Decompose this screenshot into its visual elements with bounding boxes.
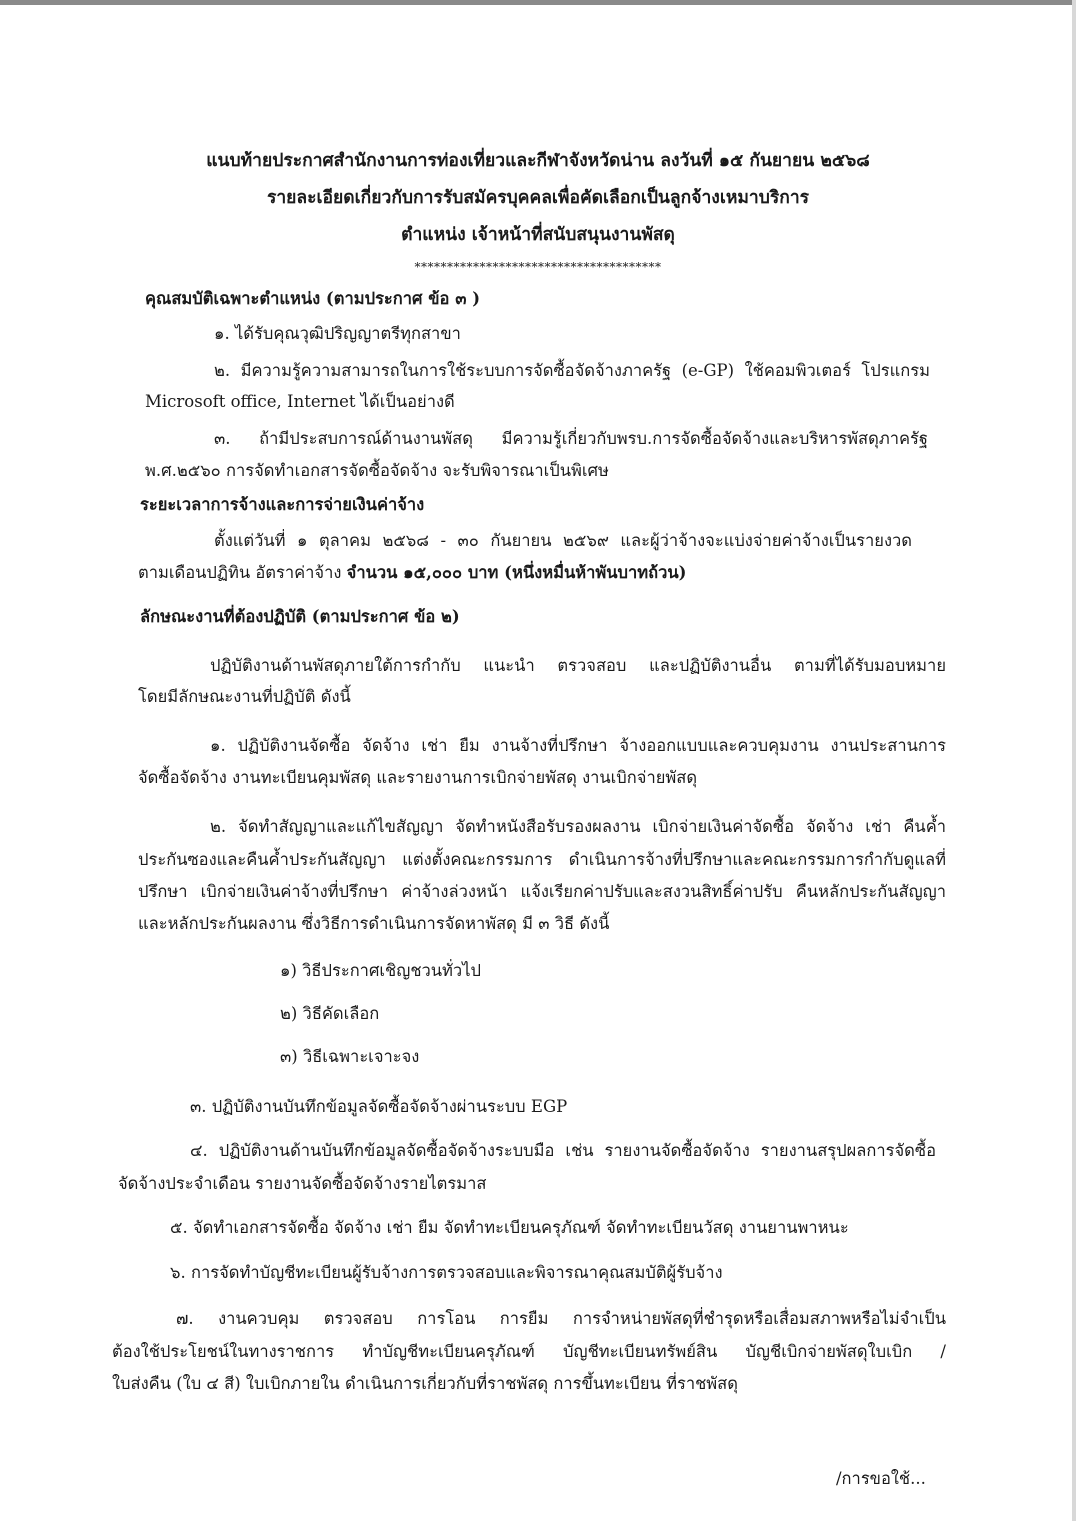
header-line-1: แนบท้ายประกาศสำนักงานการท่องเที่ยวและกีฬาจังหวัดน่าน ลงวันที่ ๑๕ กันยายน ๒๕๖๘ [206, 151, 870, 171]
qualification-item-2-line-1: ๒. มีความรู้ความสามารถในการใช้ระบบการจัดซื้อจัดจ้างภาครัฐ (e-GP) ใช้คอมพิวเตอร์ โปรแกรม [214, 361, 930, 380]
duty-2-line-4: และหลักประกันผลงาน ซึ่งวิธีการดำเนินการจัดหาพัสดุ มี ๓ วิธี ดังนี้ [138, 914, 610, 933]
procurement-method-3: ๓) วิธีเฉพาะเจาะจง [280, 1047, 420, 1066]
duty-6: ๖. การจัดทำบัญชีทะเบียนผู้รับจ้างการตรวจสอบและพิจารณาคุณสมบัติผู้รับจ้าง [170, 1263, 723, 1282]
duty-2-line-1: ๒. จัดทำสัญญาและแก้ไขสัญญา จัดทำหนังสือรับรองผลงาน เบิกจ่ายเงินค่าจัดซื้อ จัดจ้าง เช่า คืนค้ำ [210, 817, 946, 836]
header-line-3: ตำแหน่ง เจ้าหน้าที่สนับสนุนงานพัสดุ [401, 225, 675, 245]
procurement-method-2: ๒) วิธีคัดเลือก [280, 1004, 380, 1023]
duty-2-line-3: ปรึกษา เบิกจ่ายเงินค่าจ้างที่ปรึกษา ค่าจ้างล่วงหน้า แจ้งเรียกค่าปรับและสงวนสิทธิ์ค่าปรับ คืนหลักประกันสัญญา [138, 882, 946, 901]
period-line-2 [138, 562, 687, 584]
duties-intro-line-2: โดยมีลักษณะงานที่ปฏิบัติ ดังนี้ [138, 687, 351, 706]
duties-heading: ลักษณะงานที่ต้องปฏิบัติ (ตามประกาศ ข้อ ๒) [140, 607, 460, 626]
duty-2-line-2: ประกันซองและคืนค้ำประกันสัญญา แต่งตั้งคณะกรรมการ ดำเนินการจ้างที่ปรึกษาและคณะกรรมการกำกับดูแลที่ [138, 850, 946, 869]
period-line-2-text: ตามเดือนปฏิทิน อัตราค่าจ้าง [138, 563, 347, 582]
qualification-item-1: ๑. ได้รับคุณวุฒิปริญญาตรีทุกสาขา [214, 324, 461, 343]
procurement-method-1: ๑) วิธีประกาศเชิญชวนทั่วไป [280, 961, 481, 980]
duty-7-line-1: ๗. งานควบคุม ตรวจสอบ การโอน การยืม การจำหน่ายพัสดุที่ชำรุดหรือเสื่อมสภาพหรือไม่จำเป็น [176, 1309, 946, 1328]
duty-7-line-3: ใบส่งคืน (ใบ ๔ สี) ใบเบิกภายใน ดำเนินการเกี่ยวกับที่ราชพัสดุ การขึ้นทะเบียน ที่ราชพัสดุ [112, 1374, 738, 1393]
duty-1-line-1: ๑. ปฏิบัติงานจัดซื้อ จัดจ้าง เช่า ยืม งานจ้างที่ปรึกษา จ้างออกแบบและควบคุมงาน งานประสานการ [210, 736, 946, 755]
duty-3: ๓. ปฏิบัติงานบันทึกข้อมูลจัดซื้อจัดจ้างผ่านระบบ EGP [190, 1097, 568, 1116]
qualification-item-3-line-1: ๓. ถ้ามีประสบการณ์ด้านงานพัสดุ มีความรู้เกี่ยวกับพรบ.การจัดซื้อจัดจ้างและบริหารพัสดุภาครัฐ [214, 429, 928, 448]
header-stars-divider: ************************************** [414, 260, 662, 274]
duty-7-line-2: ต้องใช้ประโยชน์ในทางราชการ ทำบัญชีทะเบียนครุภัณฑ์ บัญชีทะเบียนทรัพย์สิน บัญชีเบิกจ่ายพัสดุใบเบิก / [112, 1342, 946, 1361]
duty-1-line-2: จัดซื้อจัดจ้าง งานทะเบียนคุมพัสดุ และรายงานการเบิกจ่ายพัสดุ งานเบิกจ่ายพัสดุ [138, 768, 698, 787]
duty-4-line-2: จัดจ้างประจำเดือน รายงานจัดซื้อจัดจ้างรายไตรมาส [118, 1174, 487, 1193]
qualifications-heading: คุณสมบัติเฉพาะตำแหน่ง (ตามประกาศ ข้อ ๓ ) [145, 289, 481, 308]
qualification-item-2-line-2: Microsoft office, Internet ได้เป็นอย่างดี [145, 392, 455, 411]
qualification-item-3-line-2: พ.ศ.๒๕๖๐ การจัดทำเอกสารจัดซื้อจัดจ้าง จะรับพิจารณาเป็นพิเศษ [145, 461, 609, 480]
period-line-1: ตั้งแต่วันที่ ๑ ตุลาคม ๒๕๖๘ - ๓๐ กันยายน ๒๕๖๙ และผู้ว่าจ้างจะแบ่งจ่ายค่าจ้างเป็นรายงวด [214, 531, 912, 550]
continuation-note: /การขอใช้... [836, 1469, 926, 1488]
header-line-2: รายละเอียดเกี่ยวกับการรับสมัครบุคคลเพื่อคัดเลือกเป็นลูกจ้างเหมาบริการ [266, 188, 810, 208]
period-wage-amount: จำนวน ๑๕,๐๐๐ บาท (หนึ่งหมื่นห้าพันบาทถ้วน) [346, 563, 687, 582]
duties-intro-line-1: ปฏิบัติงานด้านพัสดุภายใต้การกำกับ แนะนำ ตรวจสอบ และปฏิบัติงานอื่น ตามที่ได้รับมอบหมาย [210, 656, 946, 675]
period-heading: ระยะเวลาการจ้างและการจ่ายเงินค่าจ้าง [140, 495, 425, 514]
duty-4-line-1: ๔. ปฏิบัติงานด้านบันทึกข้อมูลจัดซื้อจัดจ้างระบบมือ เช่น รายงานจัดซื้อจัดจ้าง รายงานสรุปผลการจัดซื้อ [190, 1141, 936, 1160]
duty-5: ๕. จัดทำเอกสารจัดซื้อ จัดจ้าง เช่า ยืม จัดทำทะเบียนครุภัณฑ์ จัดทำทะเบียนวัสดุ งานยานพาหนะ [170, 1218, 849, 1237]
